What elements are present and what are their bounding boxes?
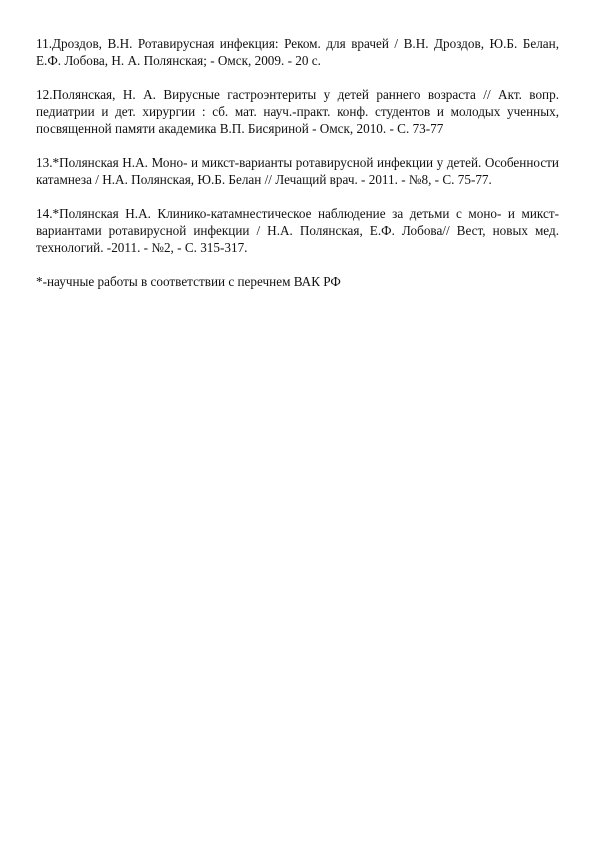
reference-item-14: 14.*Полянская Н.А. Клинико-катамнестическое наблюдение за детьми с моно- и микст-вариантами ротавирусной инфекции / Н.А. Полянская, Е.Ф. Лобова// Вест, новых мед. технологий. -2011. - №2, - С. 315-317. bbox=[36, 206, 559, 255]
footnote: *-научные работы в соответствии с перечнем ВАК РФ bbox=[36, 274, 341, 289]
reference-item-12: 12.Полянская, Н. А. Вирусные гастроэнтериты у детей раннего возраста // Акт. вопр. педиатрии и дет. хирургии : сб. мат. науч.-практ. конф. студентов и молодых ученных, посвященной памяти академика В.П. Бисяриной - Омск, 2010. - С. 73-77 bbox=[36, 87, 559, 136]
reference-list bbox=[36, 35, 559, 290]
reference-item-13: 13.*Полянская Н.А. Моно- и микст-варианты ротавирусной инфекции у детей. Особенности катамнеза / Н.А. Полянская, Ю.Б. Белан // Лечащий врач. - 2011. - №8, - С. 75-77. bbox=[36, 155, 559, 187]
reference-item-11: 11.Дроздов, В.Н. Ротавирусная инфекция: Реком. для врачей / В.Н. Дроздов, Ю.Б. Белан, Е.Ф. Лобова, Н. А. Полянская; - Омск, 2009. - 20 с. bbox=[36, 36, 559, 68]
